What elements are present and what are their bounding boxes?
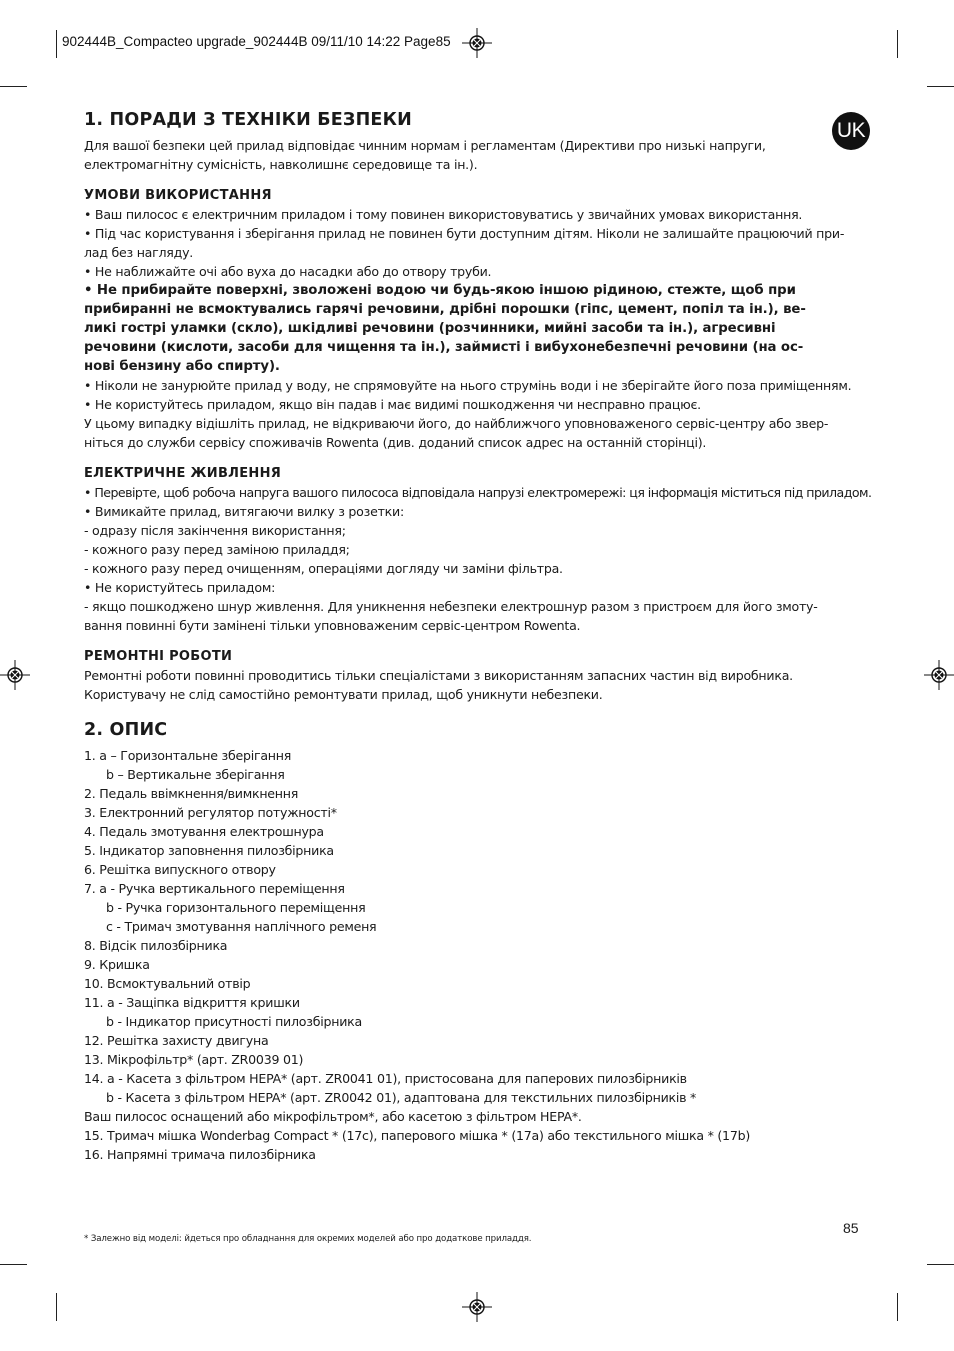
list-item: 7. a - Ручка вертикального переміщення (84, 881, 345, 896)
crop-mark-bottom-left-h (0, 1264, 27, 1265)
usage-text (84, 205, 874, 452)
language-badge: UK (832, 112, 870, 150)
registration-mark-left-icon (0, 660, 30, 690)
repair-heading: РЕМОНТНІ РОБОТИ (84, 649, 233, 664)
list-item: Ваш пилосос оснащений або мікрофільтром*, або касетою з фільтром HEPA*. (84, 1109, 582, 1124)
page-content (84, 108, 874, 1164)
registration-mark-bottom-icon (462, 1292, 492, 1322)
list-item: 13. Мікрофільтр* (арт. ZR0039 01) (84, 1052, 304, 1067)
text-line: • Ніколи не занурюйте прилад у воду, не спрямовуйте на нього струмінь води і не зберігайте його поза приміщенням. (84, 378, 852, 393)
text-line: - одразу після закінчення використання; (84, 523, 346, 538)
crop-mark-bottom-right-h (927, 1264, 954, 1265)
text-line: - кожного разу перед очищенням, операціями догляду чи заміни фільтра. (84, 561, 563, 576)
text-line: • Не наближайте очі або вуха до насадки або до отвору труби. (84, 264, 492, 279)
text-line: вання повинні бути замінені тільки уповноваженим сервіс-центром Rowenta. (84, 618, 581, 633)
list-item: c - Тримач змотування наплічного ременя (106, 919, 377, 934)
warning-line: речовини (кислоти, засоби для чищення та ін.), займисті і вибухонебезпечні речовини (на ос- (84, 340, 804, 355)
text-line: ніться до служби сервісу споживачів Rowenta (див. доданий список адрес на останній сторінці). (84, 435, 707, 450)
text-line: • Ваш пилосос є електричним приладом і тому повинен використовуватись у звичайних умовах використання. (84, 207, 803, 222)
power-text (84, 483, 874, 635)
text-line: • Під час користування і зберігання прилад не повинен бути доступним дітям. Ніколи не залишайте працюючий при- (84, 226, 845, 241)
page-number: 85 (843, 1220, 859, 1236)
text-line: У цьому випадку відішліть прилад, не відкриваючи його, до найближчого уповноваженого сервіс-центру або звер- (84, 416, 829, 431)
list-item: 9. Кришка (84, 957, 150, 972)
text-line: • Перевірте, щоб робоча напруга вашого пилососа відповідала напрузі електромережі: ця інформація міститься під приладом. (84, 485, 872, 500)
crop-mark-top-left-v (56, 30, 57, 58)
list-item: 6. Решітка випускного отвору (84, 862, 276, 877)
text-line: • Не користуйтесь приладом: (84, 580, 276, 595)
warning-line: ликі гострі уламки (скло), шкідливі речовини (розчинники, мийні засоби та ін.), агресивні (84, 321, 776, 336)
list-item: 12. Решітка захисту двигуна (84, 1033, 269, 1048)
list-item: b – Вертикальне зберігання (106, 767, 285, 782)
crop-mark-top-right-v (897, 30, 898, 58)
section-2-title: 2. ОПИС (84, 720, 168, 740)
usage-heading: УМОВИ ВИКОРИСТАННЯ (84, 188, 272, 203)
text-line: - кожного разу перед заміною приладдя; (84, 542, 350, 557)
repair-text (84, 666, 874, 704)
list-item: 3. Електронний регулятор потужності* (84, 805, 337, 820)
list-item: 1. a – Горизонтальне зберігання (84, 748, 292, 763)
text-line: • Не користуйтесь приладом, якщо він падав і має видимі пошкодження чи несправно працює. (84, 397, 701, 412)
crop-mark-bottom-left-v (56, 1293, 57, 1321)
text-line: Користувачу не слід самостійно ремонтувати прилад, щоб уникнути небезпеки. (84, 687, 603, 702)
crop-mark-top-left-h (0, 86, 27, 87)
list-item: 15. Тримач мішка Wonderbag Compact * (17c), паперового мішка * (17a) або текстильного мішка * (17b) (84, 1128, 750, 1143)
printer-slug: 902444B_Compacteo upgrade_902444B 09/11/10 14:22 Page85 (62, 34, 451, 49)
text-line: Ремонтні роботи повинні проводитись тільки спеціалістами з використанням запасних частин від виробника. (84, 668, 793, 683)
text-line: лад без нагляду. (84, 245, 194, 260)
registration-mark-right-icon (924, 660, 954, 690)
list-item: b - Індикатор присутності пилозбірника (106, 1014, 362, 1029)
list-item: 2. Педаль ввімкнення/вимкнення (84, 786, 299, 801)
text-line: Для вашої безпеки цей прилад відповідає чинним нормам і регламентам (Директиви про низькі напруги, (84, 138, 766, 153)
list-item: 16. Напрямні тримача пилозбірника (84, 1147, 316, 1162)
warning-line: нові бензину або спирту). (84, 359, 280, 374)
section-1-intro (84, 136, 874, 174)
list-item: 14. a - Касета з фільтром HEPA* (арт. ZR0041 01), пристосована для паперових пилозбірників (84, 1071, 687, 1086)
registration-mark-top-icon (462, 28, 492, 58)
list-item: 8. Відсік пилозбірника (84, 938, 228, 953)
list-item: 10. Всмоктувальний отвір (84, 976, 251, 991)
section-1-title: 1. ПОРАДИ З ТЕХНІКИ БЕЗПЕКИ (84, 110, 412, 130)
text-line: • Вимикайте прилад, витягаючи вилку з розетки: (84, 504, 404, 519)
text-line: - якщо пошкоджено шнур живлення. Для уникнення небезпеки електрошнур разом з пристроєм для його змоту- (84, 599, 818, 614)
crop-mark-bottom-right-v (897, 1293, 898, 1321)
list-item: b - Ручка горизонтального переміщення (106, 900, 366, 915)
list-item: 11. a - Защіпка відкриття кришки (84, 995, 300, 1010)
footnote: * Залежно від моделі: йдеться про обладнання для окремих моделей або про додаткове приладдя. (84, 1234, 532, 1244)
power-heading: ЕЛЕКТРИЧНЕ ЖИВЛЕННЯ (84, 466, 282, 481)
crop-mark-top-right-h (927, 86, 954, 87)
warning-line: • Не прибирайте поверхні, зволожені водою чи будь-якою іншою рідиною, стежте, щоб при (84, 283, 796, 298)
list-item: 5. Індикатор заповнення пилозбірника (84, 843, 334, 858)
warning-line: прибиранні не всмоктувались гарячі речовини, дрібні порошки (гіпс, цемент, попіл та ін.), ве- (84, 302, 806, 317)
list-item: 4. Педаль змотування електрошнура (84, 824, 324, 839)
text-line: електромагнітну сумісність, навколишнє середовище та ін.). (84, 157, 478, 172)
list-item: b - Касета з фільтром HEPA* (арт. ZR0042 01), адаптована для текстильних пилозбірників * (106, 1090, 697, 1105)
description-list (84, 746, 874, 1164)
